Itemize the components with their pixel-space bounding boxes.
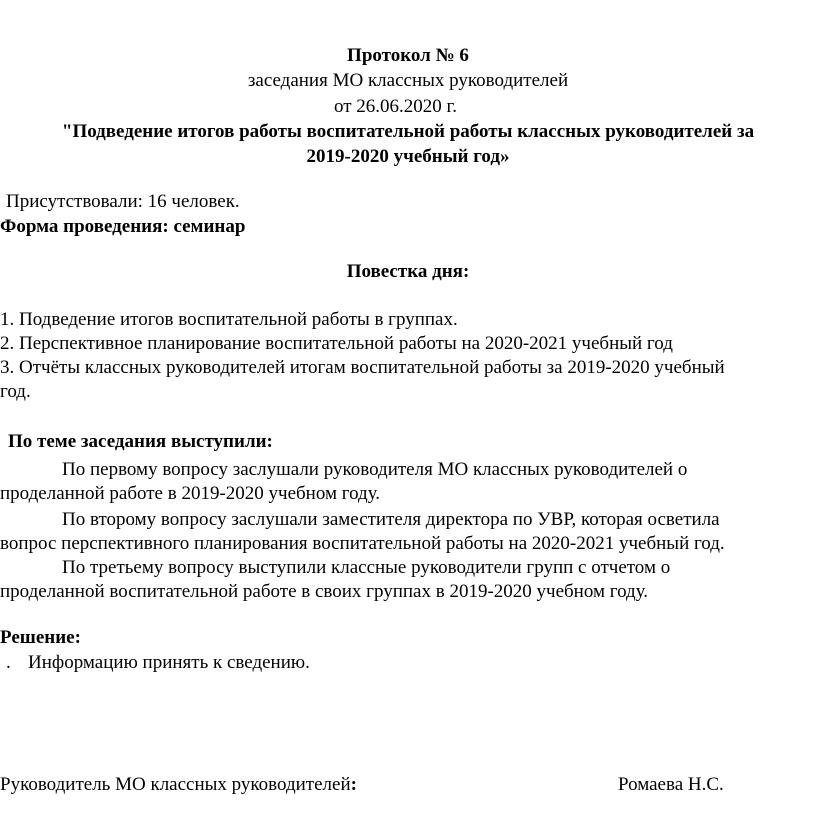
- agenda-item-continuation: год.: [0, 381, 31, 402]
- agenda-item: 2. Перспективное планирование воспитательной работы на 2020-2021 учебный год: [0, 333, 673, 354]
- speakers-heading: По теме заседания выступили:: [8, 431, 273, 452]
- signature-name: Ромаева Н.С.: [618, 774, 724, 795]
- signature-role-text: Руководитель МО классных руководителей: [0, 774, 351, 795]
- speaker-paragraph: проделанной воспитательной работе в своих группах в 2019-2020 учебном году.: [0, 581, 649, 602]
- protocol-subtitle: заседания МО классных руководителей: [247, 70, 569, 91]
- decision-bullet: .: [6, 652, 11, 673]
- speaker-paragraph: проделанной работе в 2019-2020 учебном году.: [0, 483, 381, 504]
- speaker-paragraph: вопрос перспективного планирования воспитательной работы на 2020-2021 учебный год.: [0, 533, 725, 554]
- agenda-heading: Повестка дня:: [346, 261, 470, 282]
- agenda-item: 3. Отчёты классных руководителей итогам воспитательной работы за 2019-2020 учебный: [0, 357, 725, 378]
- signature-role-colon: :: [350, 774, 357, 795]
- speaker-paragraph: По второму вопросу заслушали заместителя директора по УВР, которая осветила: [62, 509, 720, 530]
- speaker-paragraph: По третьему вопросу выступили классные руководители групп с отчетом о: [62, 557, 671, 578]
- topic-line-1: "Подведение итогов работы воспитательной работы классных руководителей за: [61, 121, 755, 142]
- protocol-date: от 26.06.2020 г.: [334, 96, 457, 117]
- signature-role: [0, 773, 357, 797]
- topic-line-2: 2019-2020 учебный год»: [306, 146, 510, 167]
- protocol-title: Протокол № 6: [347, 45, 469, 66]
- agenda-item: 1. Подведение итогов воспитательной работы в группах.: [0, 309, 458, 330]
- meeting-form: Форма проведения: семинар: [0, 216, 246, 237]
- decision-text: Информацию принять к сведению.: [28, 652, 310, 673]
- decision-heading: Решение:: [0, 627, 81, 648]
- speaker-paragraph: По первому вопросу заслушали руководителя МО классных руководителей о: [62, 459, 688, 480]
- present-count: Присутствовали: 16 человек.: [6, 191, 240, 212]
